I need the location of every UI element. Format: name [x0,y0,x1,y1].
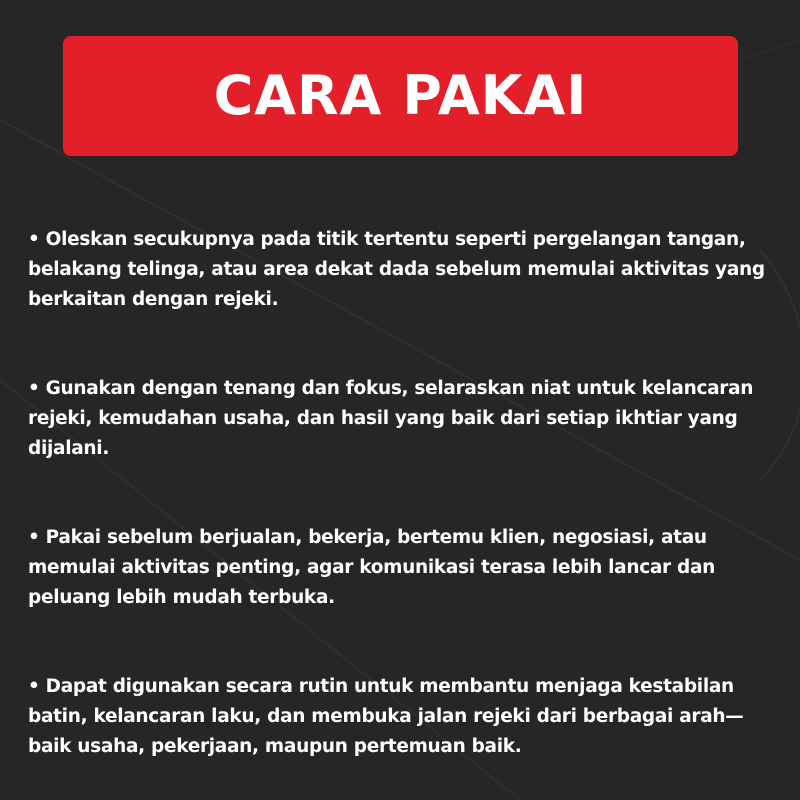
instruction-item: • Gunakan dengan tenang dan fokus, selaraskan niat untuk kelancaran rejeki, kemudahan usaha, dan hasil yang baik dari setiap ikhtiar yang dijalani. [28,378,754,459]
instruction-item: • Oleskan secukupnya pada titik tertentu seperti pergelangan tangan, belakang telinga, atau area dekat dada sebelum memulai aktivitas yang berkaitan dengan rejeki. [28,229,765,310]
title-banner [63,36,738,156]
page-title: CARA PAKAI [213,64,588,127]
instruction-list [28,225,773,762]
instruction-item: • Dapat digunakan secara rutin untuk membantu menjaga kestabilan batin, kelancaran laku, dan membuka jalan rejeki dari berbagai arah—baik usaha, pekerjaan, maupun pertemuan baik. [28,676,744,757]
instruction-item: • Pakai sebelum berjualan, bekerja, bertemu klien, negosiasi, atau memulai aktivitas penting, agar komunikasi terasa lebih lancar dan peluang lebih mudah terbuka. [28,527,716,608]
